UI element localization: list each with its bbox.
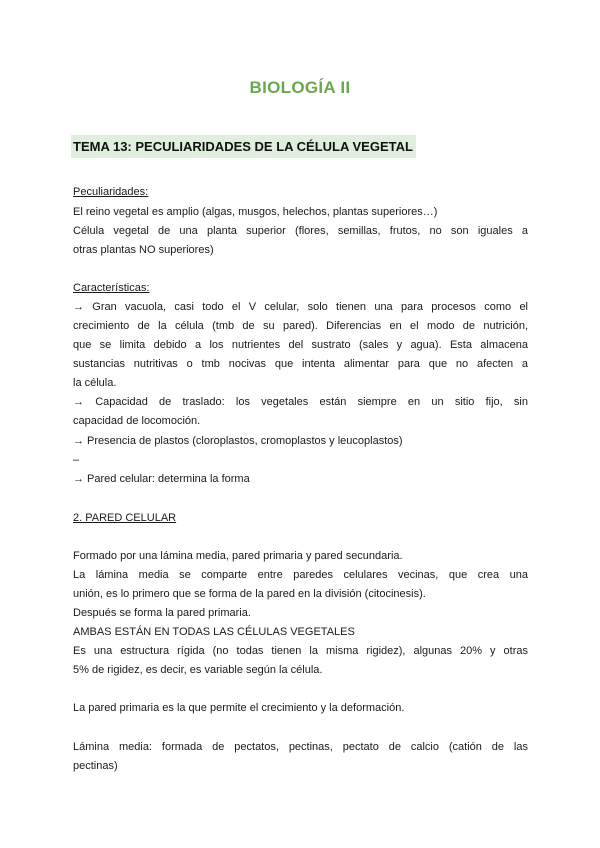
text-line: → Presencia de plastos (cloroplastos, cromoplastos y leucoplastos)	[73, 435, 403, 447]
text-line: unión, es lo primero que se forma de la pared en la división (citocinesis).	[73, 588, 426, 600]
text-line: que se limita debido a los nutrientes del sustrato (sales y agua). Esta almacena	[73, 339, 528, 351]
text-line: Célula vegetal de una planta superior (flores, semillas, frutos, no son iguales a	[73, 225, 528, 237]
text-line: La pared primaria es la que permite el crecimiento y la deformación.	[73, 702, 405, 714]
text-line: 5% de rigidez, es decir, es variable según la célula.	[73, 664, 323, 676]
text-line: Después se forma la pared primaria.	[73, 607, 251, 619]
text-line: Es una estructura rígida (no todas tienen la misma rigidez), algunas 20% y otras	[73, 645, 528, 657]
text-line: la célula.	[73, 377, 117, 389]
section-heading-pared-celular: 2. PARED CELULAR	[73, 512, 177, 524]
text-line: otras plantas NO superiores)	[73, 244, 214, 256]
text-line: sustancias nutritivas o tmb nocivas que intenta alimentar para que no afecten a	[73, 358, 528, 370]
section-heading-peculiaridades: Peculiaridades:	[73, 186, 149, 198]
text-line: La lámina media se comparte entre paredes celulares vecinas, que crea una	[73, 569, 528, 581]
text-line: pectinas)	[73, 760, 118, 772]
text-line: → Gran vacuola, casi todo el V celular, solo tienen una para procesos como el	[73, 301, 528, 313]
topic-heading: TEMA 13: PECULIARIDADES DE LA CÉLULA VEGETAL	[71, 135, 416, 158]
document-title: BIOLOGÍA II	[249, 78, 351, 97]
text-line: → Capacidad de traslado: los vegetales están siempre en un sitio fijo, sin	[73, 396, 528, 408]
text-line: capacidad de locomoción.	[73, 415, 201, 427]
text-line: Formado por una lámina media, pared primaria y pared secundaria.	[73, 550, 403, 562]
text-line: AMBAS ESTÁN EN TODAS LAS CÉLULAS VEGETALES	[73, 626, 355, 638]
section-heading-caracteristicas: Características:	[73, 282, 150, 294]
text-line: → Pared celular: determina la forma	[73, 473, 250, 485]
text-line: El reino vegetal es amplio (algas, musgos, helechos, plantas superiores…)	[73, 206, 438, 218]
text-line: crecimiento de la célula (tmb de su pared). Diferencias en el modo de nutrición,	[73, 320, 528, 332]
text-line: Lámina media: formada de pectatos, pectinas, pectato de calcio (catión de las	[73, 741, 528, 753]
text-line: –	[73, 454, 80, 466]
